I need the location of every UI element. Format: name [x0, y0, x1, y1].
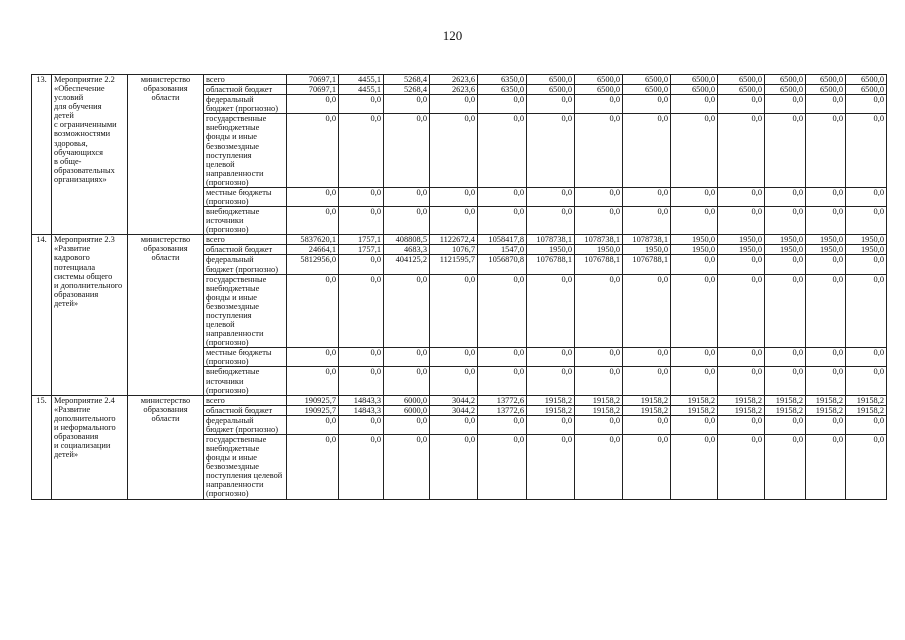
funding-source-cell	[204, 255, 287, 274]
amount-cell: 0,0	[575, 434, 623, 499]
amount-cell: 0,0	[623, 187, 671, 206]
amount-cell: 0,0	[806, 415, 846, 434]
amount-cell: 1757,1	[339, 235, 384, 245]
amount-cell: 0,0	[287, 348, 339, 367]
amount-cell: 0,0	[623, 434, 671, 499]
funding-source-label: всего	[206, 75, 225, 84]
amount-cell: 0,0	[527, 434, 575, 499]
amount-cell: 0,0	[671, 367, 718, 395]
amount-cell: 0,0	[527, 187, 575, 206]
amount-cell: 0,0	[671, 114, 718, 188]
amount-cell: 0,0	[339, 187, 384, 206]
amount-cell: 1950,0	[527, 245, 575, 255]
amount-cell: 0,0	[430, 187, 478, 206]
amount-cell: 6500,0	[623, 85, 671, 95]
amount-cell: 6000,0	[384, 405, 430, 415]
amount-cell: 0,0	[287, 187, 339, 206]
amount-cell: 1076788,1	[623, 255, 671, 274]
amount-cell: 0,0	[765, 348, 806, 367]
amount-cell: 1950,0	[671, 235, 718, 245]
funding-source-cell	[204, 207, 287, 235]
amount-cell: 6500,0	[527, 75, 575, 85]
amount-cell: 1058417,8	[478, 235, 527, 245]
amount-cell: 0,0	[671, 348, 718, 367]
funding-source-cell	[204, 245, 287, 255]
amount-cell: 0,0	[806, 95, 846, 114]
amount-cell: 190925,7	[287, 405, 339, 415]
amount-cell: 0,0	[430, 434, 478, 499]
amount-cell: 0,0	[339, 415, 384, 434]
amount-cell: 0,0	[671, 187, 718, 206]
amount-cell: 6350,0	[478, 85, 527, 95]
funding-source-label: государственные внебюджетные фонды и иные безвозмездные поступления целевой направленности (прогнозно)	[206, 274, 267, 348]
measure-title-text: Мероприятие 2.2 «Обеспечение условий для обучения детей с ограниченными возможностями здоровья, обучающихся в обще- образовательных организациях»	[54, 75, 117, 184]
amount-cell: 6500,0	[575, 85, 623, 95]
amount-cell: 3044,2	[430, 405, 478, 415]
measure-title-text: Мероприятие 2.4 «Развитие дополнительного и неформального образования и социализации детей»	[54, 395, 116, 460]
funding-source-label: федеральный бюджет (прогнозно)	[206, 95, 279, 114]
amount-cell: 0,0	[765, 415, 806, 434]
funding-source-label: внебюджетные источники (прогнозно)	[206, 367, 260, 395]
funding-source-label: федеральный бюджет (прогнозно)	[206, 255, 279, 274]
measure-executor-text: министерство образования области	[140, 235, 191, 263]
measure-title	[52, 75, 128, 235]
amount-cell: 0,0	[718, 415, 765, 434]
amount-cell: 190925,7	[287, 395, 339, 405]
amount-cell: 19158,2	[765, 395, 806, 405]
amount-cell: 0,0	[846, 348, 887, 367]
amount-cell: 19158,2	[623, 395, 671, 405]
amount-cell: 0,0	[339, 348, 384, 367]
funding-source-label: областной бюджет	[206, 245, 273, 255]
amount-cell: 0,0	[765, 367, 806, 395]
amount-cell: 0,0	[806, 367, 846, 395]
amount-cell: 0,0	[718, 255, 765, 274]
amount-cell: 0,0	[339, 255, 384, 274]
amount-cell: 19158,2	[575, 395, 623, 405]
funding-source-label: областной бюджет	[206, 405, 273, 415]
amount-cell: 0,0	[575, 187, 623, 206]
amount-cell: 0,0	[575, 207, 623, 235]
measure-number	[32, 75, 52, 235]
amount-cell: 6500,0	[623, 75, 671, 85]
amount-cell: 0,0	[430, 274, 478, 348]
amount-cell: 14843,3	[339, 395, 384, 405]
amount-cell: 19158,2	[846, 405, 887, 415]
amount-cell: 0,0	[430, 207, 478, 235]
amount-cell: 408808,5	[384, 235, 430, 245]
amount-cell: 0,0	[478, 114, 527, 188]
amount-cell: 0,0	[718, 95, 765, 114]
measure-number-text: 14.	[36, 235, 47, 245]
amount-cell: 0,0	[718, 434, 765, 499]
amount-cell: 0,0	[718, 274, 765, 348]
measure-executor-text: министерство образования области	[140, 395, 191, 423]
amount-cell: 5837620,1	[287, 235, 339, 245]
amount-cell: 0,0	[671, 255, 718, 274]
amount-cell: 0,0	[384, 434, 430, 499]
amount-cell: 0,0	[765, 207, 806, 235]
table-row	[32, 395, 887, 405]
amount-cell: 4455,1	[339, 75, 384, 85]
funding-source-label: всего	[206, 235, 225, 245]
amount-cell: 1950,0	[806, 245, 846, 255]
amount-cell: 0,0	[623, 207, 671, 235]
amount-cell: 0,0	[806, 434, 846, 499]
measure-title	[52, 235, 128, 395]
amount-cell: 0,0	[527, 348, 575, 367]
funding-source-cell	[204, 395, 287, 405]
amount-cell: 0,0	[527, 207, 575, 235]
funding-source-cell	[204, 95, 287, 114]
amount-cell: 70697,1	[287, 75, 339, 85]
amount-cell: 0,0	[846, 434, 887, 499]
amount-cell: 0,0	[765, 274, 806, 348]
measure-executor	[128, 235, 204, 395]
amount-cell: 1950,0	[718, 235, 765, 245]
amount-cell: 6500,0	[671, 85, 718, 95]
amount-cell: 0,0	[527, 415, 575, 434]
amount-cell: 0,0	[287, 434, 339, 499]
amount-cell: 19158,2	[527, 395, 575, 405]
amount-cell: 0,0	[527, 95, 575, 114]
amount-cell: 0,0	[478, 434, 527, 499]
amount-cell: 19158,2	[623, 405, 671, 415]
amount-cell: 1547,0	[478, 245, 527, 255]
amount-cell: 0,0	[806, 255, 846, 274]
amount-cell: 1950,0	[846, 245, 887, 255]
amount-cell: 19158,2	[718, 395, 765, 405]
amount-cell: 1078738,1	[527, 235, 575, 245]
amount-cell: 19158,2	[806, 395, 846, 405]
amount-cell: 0,0	[287, 415, 339, 434]
amount-cell: 19158,2	[575, 405, 623, 415]
amount-cell: 70697,1	[287, 85, 339, 95]
amount-cell: 0,0	[478, 415, 527, 434]
amount-cell: 1757,1	[339, 245, 384, 255]
amount-cell: 5812956,0	[287, 255, 339, 274]
amount-cell: 1076788,1	[575, 255, 623, 274]
amount-cell: 19158,2	[671, 395, 718, 405]
funding-source-label: областной бюджет	[206, 85, 273, 95]
amount-cell: 6500,0	[575, 75, 623, 85]
amount-cell: 13772,6	[478, 395, 527, 405]
amount-cell: 0,0	[384, 187, 430, 206]
amount-cell: 0,0	[806, 207, 846, 235]
amount-cell: 0,0	[384, 95, 430, 114]
amount-cell: 0,0	[430, 95, 478, 114]
amount-cell: 1078738,1	[623, 235, 671, 245]
amount-cell: 0,0	[287, 274, 339, 348]
measure-number-text: 13.	[36, 75, 47, 84]
amount-cell: 0,0	[575, 367, 623, 395]
budget-table	[31, 74, 887, 500]
amount-cell: 1121595,7	[430, 255, 478, 274]
amount-cell: 0,0	[384, 367, 430, 395]
amount-cell: 24664,1	[287, 245, 339, 255]
measure-number	[32, 395, 52, 499]
measure-number	[32, 235, 52, 395]
amount-cell: 0,0	[765, 95, 806, 114]
funding-source-cell	[204, 85, 287, 95]
amount-cell: 6500,0	[718, 85, 765, 95]
amount-cell: 1950,0	[575, 245, 623, 255]
amount-cell: 6500,0	[765, 75, 806, 85]
amount-cell: 0,0	[478, 207, 527, 235]
amount-cell: 0,0	[671, 434, 718, 499]
amount-cell: 0,0	[478, 187, 527, 206]
amount-cell: 0,0	[339, 434, 384, 499]
amount-cell: 4455,1	[339, 85, 384, 95]
amount-cell: 0,0	[287, 207, 339, 235]
measure-number-text: 15.	[36, 395, 47, 405]
amount-cell: 0,0	[527, 114, 575, 188]
table-row	[32, 235, 887, 245]
funding-source-cell	[204, 114, 287, 188]
amount-cell: 1078738,1	[575, 235, 623, 245]
amount-cell: 0,0	[806, 274, 846, 348]
amount-cell: 0,0	[846, 255, 887, 274]
amount-cell: 0,0	[384, 114, 430, 188]
amount-cell: 0,0	[671, 415, 718, 434]
amount-cell: 6500,0	[671, 75, 718, 85]
amount-cell: 6500,0	[846, 85, 887, 95]
amount-cell: 0,0	[718, 114, 765, 188]
amount-cell: 0,0	[806, 348, 846, 367]
amount-cell: 0,0	[765, 114, 806, 188]
amount-cell: 0,0	[806, 187, 846, 206]
amount-cell: 19158,2	[806, 405, 846, 415]
measure-executor	[128, 395, 204, 499]
amount-cell: 0,0	[623, 274, 671, 348]
funding-source-label: федеральный бюджет (прогнозно)	[206, 415, 279, 434]
amount-cell: 1950,0	[806, 235, 846, 245]
amount-cell: 1076788,1	[527, 255, 575, 274]
amount-cell: 19158,2	[671, 405, 718, 415]
amount-cell: 0,0	[718, 367, 765, 395]
amount-cell: 404125,2	[384, 255, 430, 274]
amount-cell: 19158,2	[765, 405, 806, 415]
amount-cell: 6500,0	[846, 75, 887, 85]
amount-cell: 1950,0	[846, 235, 887, 245]
amount-cell: 1122672,4	[430, 235, 478, 245]
amount-cell: 5268,4	[384, 75, 430, 85]
funding-source-cell	[204, 75, 287, 85]
amount-cell: 6500,0	[527, 85, 575, 95]
funding-source-cell	[204, 235, 287, 245]
amount-cell: 0,0	[846, 415, 887, 434]
funding-source-cell	[204, 187, 287, 206]
amount-cell: 0,0	[575, 114, 623, 188]
amount-cell: 1950,0	[765, 235, 806, 245]
amount-cell: 19158,2	[846, 395, 887, 405]
measure-executor	[128, 75, 204, 235]
measure-executor-text: министерство образования области	[140, 75, 191, 103]
amount-cell: 6500,0	[806, 85, 846, 95]
amount-cell: 0,0	[623, 367, 671, 395]
amount-cell: 0,0	[765, 255, 806, 274]
amount-cell: 0,0	[575, 348, 623, 367]
funding-source-cell	[204, 367, 287, 395]
amount-cell: 0,0	[287, 367, 339, 395]
amount-cell: 14843,3	[339, 405, 384, 415]
funding-source-label: местные бюджеты (прогнозно)	[206, 348, 272, 367]
amount-cell: 0,0	[339, 114, 384, 188]
amount-cell: 6350,0	[478, 75, 527, 85]
table-body	[32, 75, 887, 500]
amount-cell: 0,0	[575, 274, 623, 348]
amount-cell: 1056870,8	[478, 255, 527, 274]
amount-cell: 13772,6	[478, 405, 527, 415]
amount-cell: 0,0	[384, 348, 430, 367]
amount-cell: 0,0	[430, 114, 478, 188]
funding-source-label: местные бюджеты (прогнозно)	[206, 187, 272, 207]
funding-source-cell	[204, 274, 287, 348]
amount-cell: 0,0	[623, 95, 671, 114]
amount-cell: 0,0	[430, 348, 478, 367]
amount-cell: 0,0	[478, 367, 527, 395]
amount-cell: 0,0	[478, 348, 527, 367]
amount-cell: 0,0	[765, 434, 806, 499]
amount-cell: 0,0	[623, 348, 671, 367]
amount-cell: 2623,6	[430, 75, 478, 85]
amount-cell: 0,0	[671, 274, 718, 348]
page-number: 120	[442, 28, 463, 43]
amount-cell: 0,0	[478, 274, 527, 348]
amount-cell: 4683,3	[384, 245, 430, 255]
measure-title-text: Мероприятие 2.3 «Развитие кадрового потенциала системы общего и дополнительного образования детей»	[54, 235, 123, 308]
funding-source-label: государственные внебюджетные фонды и иные безвозмездные поступления целевой направленности (прогнозно)	[206, 434, 283, 499]
amount-cell: 0,0	[718, 187, 765, 206]
amount-cell: 5268,4	[384, 85, 430, 95]
table-row	[32, 75, 887, 85]
amount-cell: 0,0	[527, 274, 575, 348]
amount-cell: 1950,0	[718, 245, 765, 255]
amount-cell: 1950,0	[671, 245, 718, 255]
amount-cell: 0,0	[384, 207, 430, 235]
amount-cell: 0,0	[339, 274, 384, 348]
amount-cell: 0,0	[575, 415, 623, 434]
amount-cell: 0,0	[671, 95, 718, 114]
amount-cell: 0,0	[846, 95, 887, 114]
amount-cell: 0,0	[575, 95, 623, 114]
funding-source-label: всего	[206, 395, 225, 405]
amount-cell: 0,0	[623, 415, 671, 434]
amount-cell: 0,0	[339, 367, 384, 395]
amount-cell: 0,0	[718, 348, 765, 367]
amount-cell: 0,0	[527, 367, 575, 395]
amount-cell: 0,0	[430, 367, 478, 395]
amount-cell: 3044,2	[430, 395, 478, 405]
amount-cell: 0,0	[430, 415, 478, 434]
amount-cell: 0,0	[806, 114, 846, 188]
amount-cell: 0,0	[846, 274, 887, 348]
amount-cell: 0,0	[384, 415, 430, 434]
funding-source-cell	[204, 415, 287, 434]
funding-source-cell	[204, 434, 287, 499]
amount-cell: 0,0	[623, 114, 671, 188]
amount-cell: 0,0	[339, 95, 384, 114]
funding-source-cell	[204, 348, 287, 367]
funding-source-label: государственные внебюджетные фонды и иные безвозмездные поступления целевой направленности (прогнозно)	[206, 114, 267, 187]
amount-cell: 6500,0	[718, 75, 765, 85]
amount-cell: 0,0	[478, 95, 527, 114]
amount-cell: 0,0	[287, 95, 339, 114]
amount-cell: 0,0	[846, 187, 887, 206]
amount-cell: 19158,2	[718, 405, 765, 415]
amount-cell: 6500,0	[765, 85, 806, 95]
measure-title	[52, 395, 128, 499]
amount-cell: 0,0	[846, 207, 887, 235]
amount-cell: 19158,2	[527, 405, 575, 415]
amount-cell: 1950,0	[765, 245, 806, 255]
funding-source-cell	[204, 405, 287, 415]
amount-cell: 0,0	[339, 207, 384, 235]
amount-cell: 6500,0	[806, 75, 846, 85]
amount-cell: 0,0	[384, 274, 430, 348]
amount-cell: 0,0	[846, 114, 887, 188]
amount-cell: 1950,0	[623, 245, 671, 255]
amount-cell: 0,0	[671, 207, 718, 235]
amount-cell: 2623,6	[430, 85, 478, 95]
amount-cell: 0,0	[765, 187, 806, 206]
amount-cell: 0,0	[287, 114, 339, 188]
amount-cell: 0,0	[846, 367, 887, 395]
amount-cell: 1076,7	[430, 245, 478, 255]
funding-source-label: внебюджетные источники (прогнозно)	[206, 207, 260, 235]
amount-cell: 6000,0	[384, 395, 430, 405]
amount-cell: 0,0	[718, 207, 765, 235]
